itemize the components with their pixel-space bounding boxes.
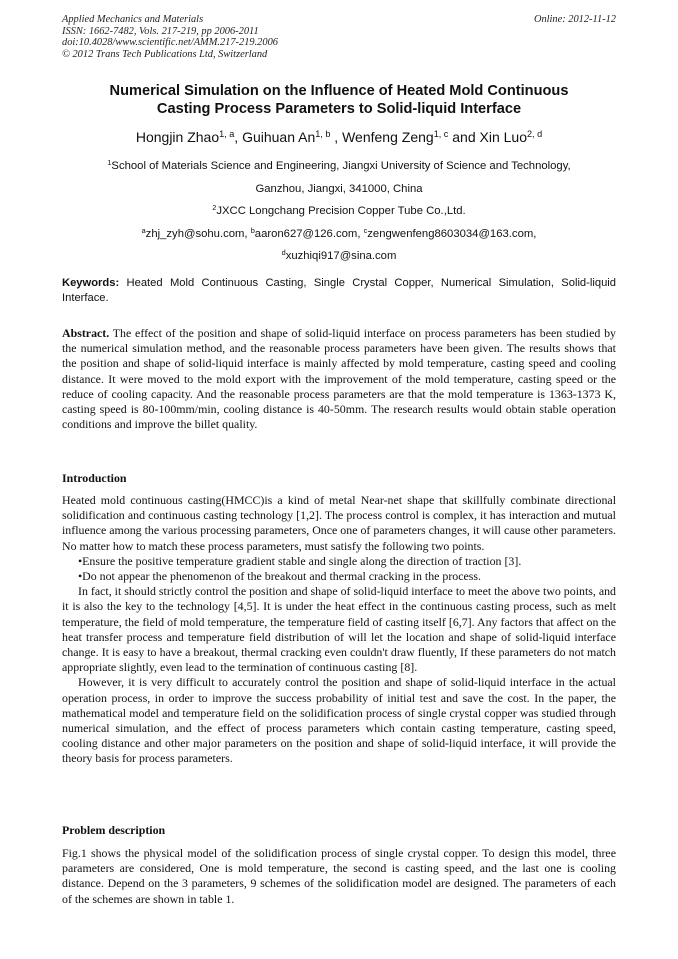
running-header bbox=[62, 14, 616, 60]
email-line-1 bbox=[62, 223, 616, 246]
email-mark: c bbox=[363, 225, 368, 235]
affiliations bbox=[62, 155, 616, 268]
keywords-label: Keywords: bbox=[62, 277, 120, 289]
problem-section bbox=[62, 846, 616, 907]
journal-name: Applied Mechanics and Materials bbox=[62, 14, 204, 25]
affiliation-1-line-2: Ganzhou, Jiangxi, 341000, China bbox=[255, 182, 423, 195]
affiliation-2-text: JXCC Longchang Precision Copper Tube Co.,Ltd. bbox=[216, 205, 466, 217]
doi-line: doi:10.4028/www.scientific.net/AMM.217-219.2006 bbox=[62, 37, 278, 49]
abstract bbox=[62, 326, 616, 432]
author-name: Wenfeng Zeng bbox=[342, 129, 434, 145]
email-link[interactable]: zhj_zyh@sohu.com, bbox=[145, 227, 251, 240]
author-affiliation-mark: 2, d bbox=[526, 129, 543, 139]
author-affiliation-mark: 1, b bbox=[315, 129, 331, 139]
author-name: Hongjin Zhao bbox=[135, 129, 220, 145]
keywords-text: Heated Mold Continuous Casting, Single Crystal Copper, Numerical Simulation, Solid-liquid Interface. bbox=[62, 277, 616, 304]
intro-bullet-2: •Do not appear the phenomenon of the breakout and thermal cracking in the process. bbox=[78, 569, 482, 584]
author-separator: , bbox=[330, 129, 343, 145]
online-date: Online: 2012-11-12 bbox=[533, 14, 616, 25]
copyright-line: © 2012 Trans Tech Publications Ltd, Switzerland bbox=[62, 48, 268, 60]
section-heading-introduction: Introduction bbox=[62, 471, 127, 485]
problem-paragraph-1: Fig.1 shows the physical model of the solidification process of single crystal copper. To design this model, three parameters are considered, One is mold temperature, the second is casting speed, and the last one is cooling distance. Depend on the 3 parameters, 9 schemes of the solidification model are designed. The parameters of each of the schemes are shown in table 1. bbox=[62, 846, 616, 906]
email-mark: d bbox=[281, 247, 286, 257]
author-affiliation-mark: 1, a bbox=[219, 129, 235, 139]
abstract-text: The effect of the position and shape of solid-liquid interface on process parameters has been studied by the numerical simulation method, and the reasonable process parameters have been given. The results shows that the position and shape of solid-liquid interface is mainly affected by mold temperature, casting speed and cooling distance. It were moved to the mold export with the improvement of the mold temperature, casting speed or the reduce of cooling capacity. And the reasonable process parameters are that the mold temperature is 1363-1373 K, casting speed is 80-100mm/min, cooling distance is 40-50mm. The research results would obtain stable operation conditions and improve the billet quality. bbox=[62, 326, 616, 432]
intro-paragraph-3: However, it is very difficult to accurately control the position and shape of solid-liquid interface in the actual operation process, in order to improve the success probability of initial test and save the cost. In the paper, the mathematical model and temperature field on the solidification process of single crystal copper was studied through numerical simulation, and the effect of process parameters which contain casting temperature, casting speed, cooling distance and other major parameters on the position and shape of solid-liquid interface, it will provide the theory basis for process parameters. bbox=[62, 675, 616, 766]
title-line-1: Numerical Simulation on the Influence of Heated Mold Continuous bbox=[109, 83, 569, 99]
intro-paragraph-1: Heated mold continuous casting(HMCC)is a kind of metal Near-net shape that skillfully combinate directional solidification and continuous casting technology [1,2]. The process control is complex, it has interaction and mutual influence among the various processing parameters, Once one of parameters changes, it will cause other parameters. No matter how to match these process parameters, must satisfy the following two points. bbox=[62, 493, 616, 553]
affiliation-1 bbox=[62, 155, 616, 178]
title-line-2: Casting Process Parameters to Solid-liquid Interface bbox=[156, 101, 522, 117]
email-link[interactable]: zengwenfeng8603034@163.com, bbox=[367, 227, 537, 240]
introduction-section bbox=[62, 493, 616, 767]
author-separator: , bbox=[234, 129, 243, 145]
affiliation-2 bbox=[62, 200, 616, 223]
author-affiliation-mark: 1, c bbox=[433, 129, 449, 139]
email-link[interactable]: xuzhiqi917@sina.com bbox=[285, 250, 397, 262]
author-separator: and bbox=[448, 129, 480, 145]
affiliation-mark: 2 bbox=[212, 202, 217, 212]
affiliation-1-line-1: School of Materials Science and Engineering, Jiangxi University of Science and Technology, bbox=[111, 160, 571, 172]
intro-bullet-1: •Ensure the positive temperature gradient stable and single along the direction of traction [3]. bbox=[78, 553, 522, 568]
author-name: Guihuan An bbox=[242, 129, 316, 145]
section-heading-problem: Problem description bbox=[62, 823, 166, 837]
author-name: Xin Luo bbox=[479, 129, 527, 145]
keywords bbox=[62, 276, 616, 306]
intro-paragraph-2: In fact, it should strictly control the position and shape of solid-liquid interface to meet the above two points, and it is also the key to the technology [4,5]. It is under the heat effect in the continuous casting process, such as melt temperature, the field of mold temperature, the temperature field of casting itself [6,7]. Any factors that affect on the heat transfer process and temperature field distribution of will let the location and shape of solid-liquid interface change. It is easy to have a breakout, thermal cracking even couldn't draw fluently, If these parameters do not match appropriate slightly, even lead to the termination of continuous casting [8]. bbox=[62, 584, 616, 675]
email-link[interactable]: aaron627@126.com, bbox=[254, 227, 364, 240]
email-line-2 bbox=[62, 245, 616, 268]
paper-title bbox=[62, 82, 616, 118]
author-list bbox=[62, 128, 616, 146]
email-mark: b bbox=[250, 225, 255, 235]
email-mark: a bbox=[141, 225, 146, 235]
affiliation-mark: 1 bbox=[107, 157, 112, 167]
issn-line: ISSN: 1662-7482, Vols. 217-219, pp 2006-2011 bbox=[62, 25, 259, 37]
abstract-label: Abstract. bbox=[62, 326, 110, 340]
